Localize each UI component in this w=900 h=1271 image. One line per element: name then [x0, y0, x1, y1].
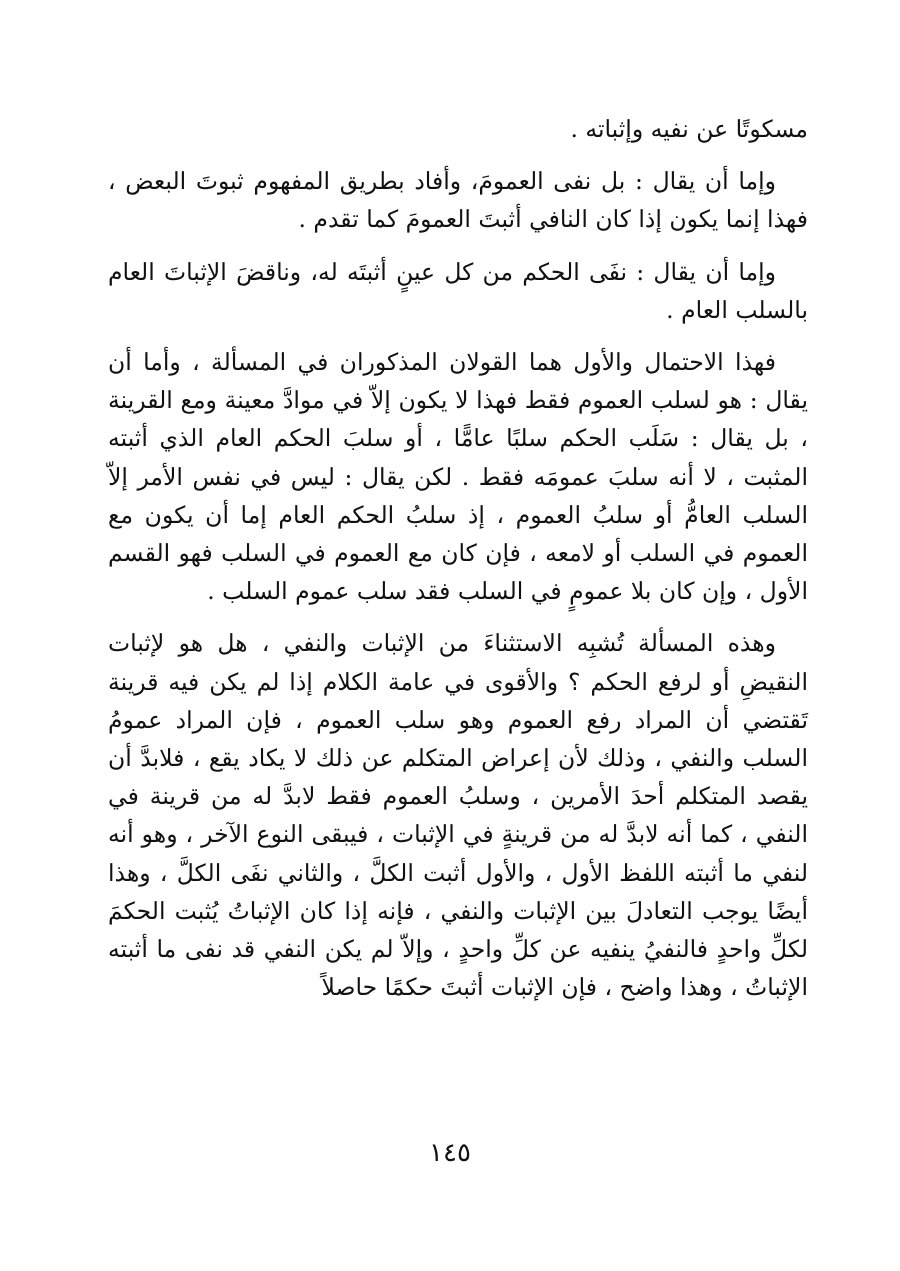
paragraph-1: مسكوتًا عن نفيه وإثباته . [570, 115, 808, 143]
page-body [108, 110, 808, 1020]
paragraph-2: وإما أن يقال : بل نفى العمومَ، وأفاد بطريق المفهوم ثبوتَ البعض ، فهذا إنما يكون إذا كان النافي أثبتَ العمومَ كما تقدم . [108, 167, 808, 234]
paragraph-4: فهذا الاحتمال والأول هما القولان المذكوران في المسألة ، وأما أن يقال : هو لسلب العموم فقط فهذا لا يكون إلاّ في موادَّ معينة ومع القرينة ، بل يقال : سَلَب الحكم سلبًا عامًّا ، أو سلبَ الحكم العام الذي أثبته المثبت ، لا أنه سلبَ عمومَه فقط . لكن يقال : ليس في نفس الأمر إلاّ السلب العامُّ أو سلبُ العموم ، إذ سلبُ الحكم العام إما أن يكون مع العموم في السلب أو لامعه ، فإن كان مع العموم في السلب فهو القسم الأول ، وإن كان بلا عمومٍ في السلب فقد سلب عموم السلب . [108, 348, 808, 606]
paragraph-5: وهذه المسألة تُشبِه الاستثناءَ من الإثبات والنفي ، هل هو لإثبات النقيضِ أو لرفع الحكم ؟ والأقوى في عامة الكلام إذا لم يكن فيه قرينة تَقتضي أن المراد رفع العموم وهو سلب العموم ، فإن المراد عمومُ السلب والنفي ، وذلك لأن إعراض المتكلم عن ذلك لا يكاد يقع ، فلابدَّ أن يقصد المتكلم أحدَ الأمرين ، وسلبُ العموم فقط لابدَّ له من قرينة في النفي ، كما أنه لابدَّ له من قرينةٍ في الإثبات ، فيبقى النوع الآخر ، وهو أنه لنفي ما أثبته اللفظ الأول ، والأول أثبت الكلَّ ، والثاني نفَى الكلَّ ، وهذا أيضًا يوجب التعادلَ بين الإثبات والنفي ، فإنه إذا كان الإثباتُ يُثبت الحكمَ لكلِّ واحدٍ فالنفيُ ينفيه عن كلِّ واحدٍ ، وإلاّ لم يكن النفي قد نفى ما أثبته الإثباتُ ، وهذا واضح ، فإن الإثبات أثبتَ حكمًا حاصلاً [108, 629, 808, 1002]
page-number: ١٤٥ [429, 1138, 471, 1168]
paragraph-3: وإما أن يقال : نفَى الحكم من كل عينٍ أثبتَه له، وناقضَ الإثباتَ العام بالسلب العام . [108, 257, 808, 324]
